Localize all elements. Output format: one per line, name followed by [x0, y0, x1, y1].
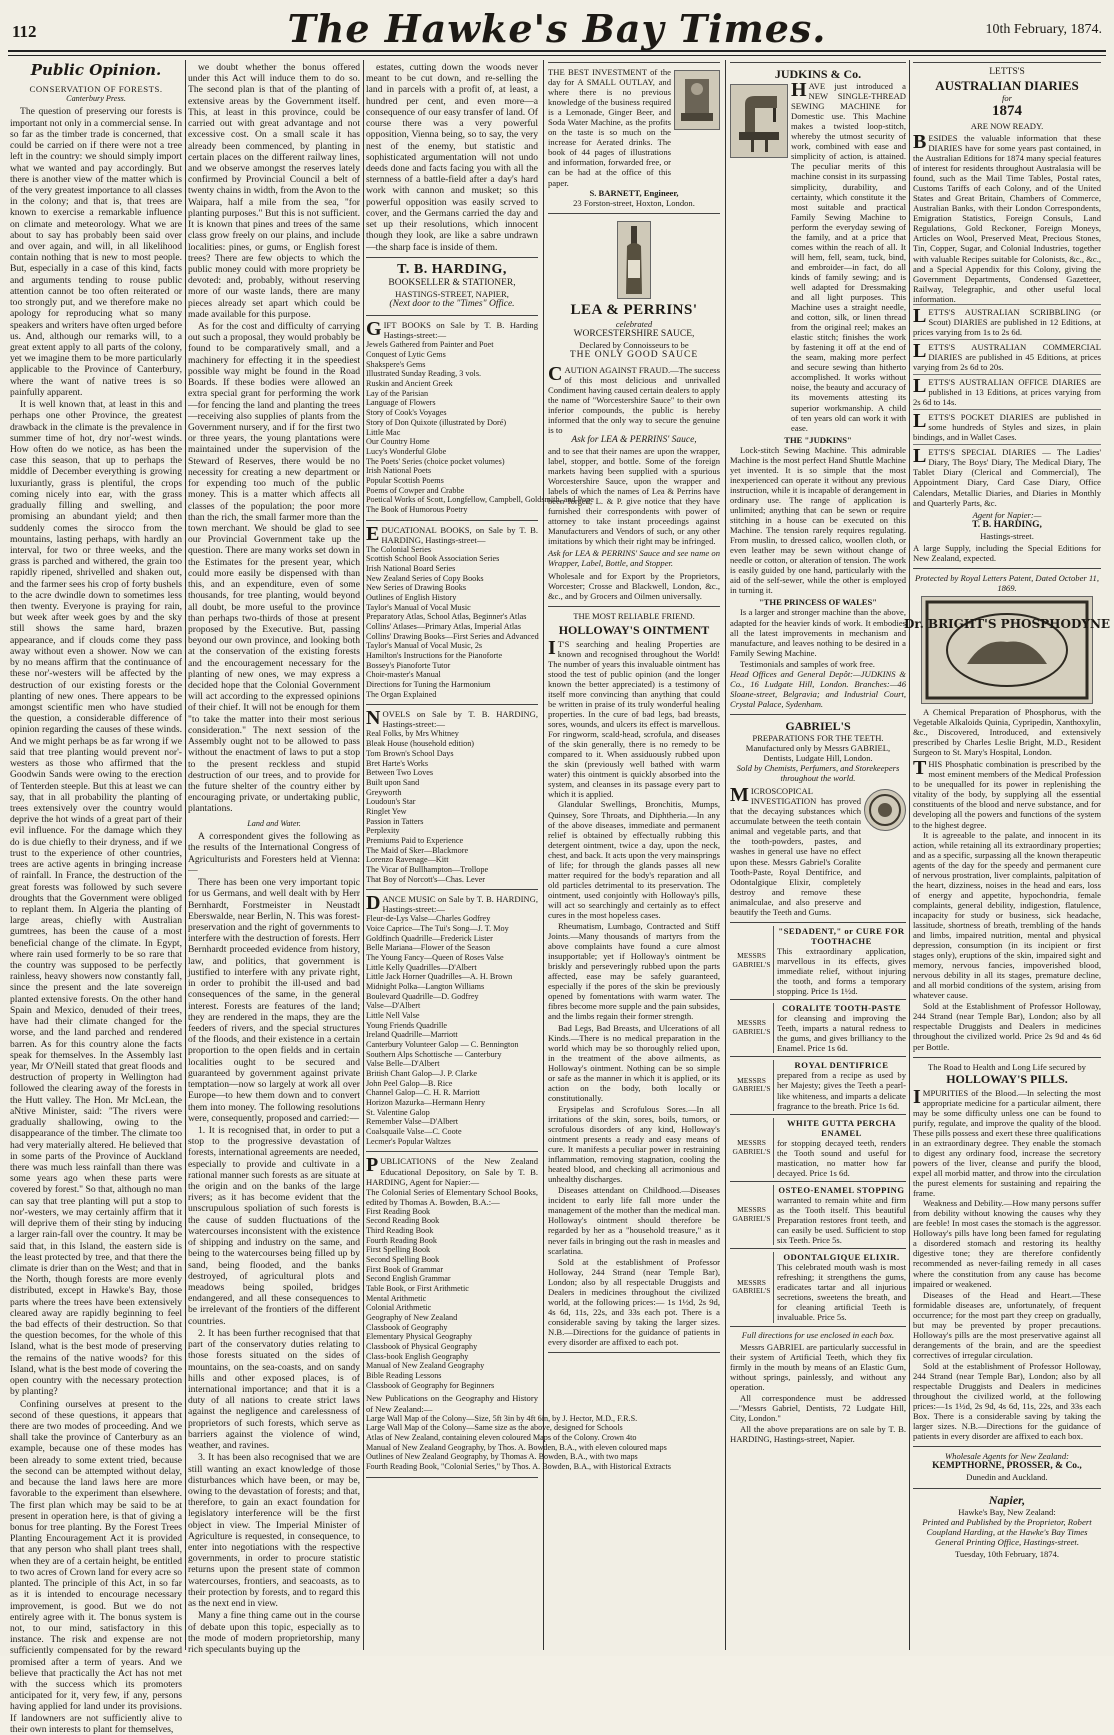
list-item: Irish National Poets [366, 466, 432, 476]
list-item: First Spelling Book [366, 1245, 431, 1255]
gabriel-seal [864, 789, 906, 831]
list-item: Jewels Gathered from Painter and Poet [366, 340, 494, 350]
column-4 [548, 62, 720, 1650]
column-1 [10, 61, 182, 1735]
new-publications-list [366, 1413, 671, 1472]
gabriel-product-body [777, 1060, 906, 1110]
list-item: Third Reading Book [366, 1226, 434, 1236]
dance-music-list [366, 914, 538, 1146]
list-item: St. Valentine Galop [366, 1107, 430, 1117]
list-item: Valse Belle—D'Albert [366, 1059, 440, 1069]
barnett-name: S. BARNETT, Engineer, [589, 187, 679, 198]
article-paragraph: estates, cutting down the woods never meant to be cut down, and re-selling the land in parcels with a profit of, at least, a hundred per cent, and even more—a consequence of our easy transfer of land. Of course there was a very powerful opposition, Vienna being, so to say, the very nest of the enemy, but statistic and sophisticated argumentation will not undo deeds done and facts facing you with all the sternness of a battle-field after a day's hard work with cannon and musket; so this powerful opposition was easily scrved to cover, and the Germans carried the day and set up their resolutions, which innocent though they look, are like a sabre undrawn—the sharp face is inside of them. [366, 62, 538, 253]
gabriel-product-body [777, 1252, 906, 1322]
lea-body: and to see that their names are upon the wrapper, label, stopper, and bottle. Some of the foreign markets having been supplied with a spurious Worcestershire Sauce, upon the wrapper and labels of which the names of Lea & Perrins have been forged, L. & P. give notice that they have furnished their correspondents with power of attorney to take instant proceedings against Manufacturers and Vendors of such, or any other imitations by which their right may be infringed. [548, 445, 720, 547]
list-item: Classbook of Geography [366, 1322, 448, 1332]
gabriel-product-label: MESSRS GABRIEL'S [730, 1185, 774, 1245]
list-item: Directions for Tuning the Harmonium [366, 680, 491, 690]
phosphodyne-body: THIS Phosphatic combination is prescribed by the most eminent members of the Medical Profession to be unequalled for its power in replenishing the vitality of the body, by supplying all the essential constituents of the blood and nerve substance, and for developing all the powers and functions of the system to the highest degree. [913, 757, 1101, 830]
issue-date: 10th February, 1874. [985, 22, 1102, 37]
list-item: Bossey's Pianoforte Tutor [366, 660, 451, 670]
list-item: John Peel Galop—B. Rice [366, 1078, 453, 1088]
pills-title: HOLLOWAY'S PILLS. [946, 1071, 1068, 1086]
letts-item: LETTS'S AUSTRALIAN SCRIBBLING (or Scout) DIARIES are published in 12 Editions, at prices varying from 1s to 2s 6d. [913, 304, 1101, 339]
column-rule [185, 60, 186, 1650]
article-paragraph: 3. It has been also recognised that we are still wanting an exact knowledge of those disturbances which have been, or may be, owing to the devastation of forests; and that, therefore, to gain an exact foundation for legislatory interference will be the first object in view. The Imperial Minister of Agriculture is requested, in consequence, to enter into negotiations with the respective governments, in order to procure statistic returns upon the present state of common watercourses, frontiers, and seacoasts, as to their protection by forests, and to regard this as the next end in view. [188, 1452, 360, 1610]
holloway-pills-ad [913, 1058, 1101, 1448]
list-item: Poems of Cowper and Crabbe [366, 485, 465, 495]
letts-item: LETTS'S AUSTRALIAN OFFICE DIARIES are published in 13 Editions, at prices varying from 2s 6d to 14s. [913, 374, 1101, 409]
article-paragraph: 1. It is recognised that, in order to put a stop to the progressive devastation of forests, international agreements are needed, especially to provide and cultivate in a rational manner such forests as are situate at the origin and on the banks of the large rivers; as it has become evident that the unscrupulous spoliation of such forests is the cause of sudden fluctuations of the watercourses inconsistent with the existence of shipping and industry on the same, and being to the watercourses being filled up by sand, being flooded, and the banks destroyed, of agricultural plots and meadows being spoiled, bridges endangered, and all these consequences to be irrelevant of the frontiers of the different countries. [188, 1124, 360, 1327]
article-paragraph: we doubt whether the bonus offered under this Act will induce them to do so. The second plan is that of the planting of extensive areas by the Government itself. This, at least in this province, could be carried out with great advantage and not excessive cost. On a small scale it has already been commenced, by planting in certain places on the different railway lines, and we observe amongst the reserves lately confirmed by Provincial Council a belt of twenty chains in width, from the Avon to the Waipara, half a mile from the sea, "for planting purposes." But this is not sufficient. It is known that pines and trees of the same class grow freely on our plains, and include localities: pines, or gums, or English forest trees? There are few objects to which the public money could with more propriety be devoted: and, probably, without reserving more of our waste lands, there are many pieces already set apart which could be made available for this purpose. [188, 62, 360, 320]
ointment-title: HOLLOWAY'S OINTMENT [558, 622, 710, 637]
phosphodyne-ad [903, 569, 1111, 1058]
column-6 [903, 62, 1111, 1650]
list-item: Horizon Mazurka—Hermann Henry [366, 1098, 486, 1108]
list-item: Channel Galop—C. H. R. Marriott [366, 1088, 480, 1098]
novels-intro: NOVELS on Sale by T. B. HARDING, Hastings-street:— [366, 707, 538, 730]
pills-head: Diseases of the Head and Heart.—These formidable diseases are, unfortunately, of frequent occurrence; for the most part they creep on gradually, but may be prevented by proper precautions. Holloway's pills are the most preservative against all derangements of the brain, and are the speediest correctives of irregular circulation. [913, 1289, 1101, 1360]
list-item: Lecmer's Popular Waltzes [366, 1136, 451, 1146]
new-publications-heading: New Publications on the Geography and History of New Zealand:— [366, 1393, 538, 1414]
letts-title: LETTS'S [989, 67, 1025, 77]
judkins-ad [730, 62, 906, 715]
ointment-bad-legs: Bad Legs, Bad Breasts, and Ulcerations of all Kinds.—There is no medical preparation in the world which may be so thoroughly relied upon, in the treatment of the above ailments, as Holloway's ointment. Nothing can be so simple or safe as the manner in which it is applied, or its action on the body, both locally or constitutionally. [548, 1022, 720, 1103]
phosphodyne-badge-text: Dr. BRIGHT'S PHOSPHODYNE [903, 616, 1111, 631]
publications-intro: PUBLICATIONS of the New Zealand Educational Depository, on Sale by T. B. HARDING, Agent for Napier:— [366, 1154, 538, 1187]
list-item: Ringlet Yew [366, 806, 407, 816]
list-item: Goldfinch Quadrille—Frederick Lister [366, 933, 493, 943]
article-heading: Land and Water. [247, 818, 301, 828]
list-item: Between Two Loves [366, 768, 434, 778]
gabriel-product [730, 1000, 906, 1057]
judkins-testimonials: Testimonials and samples of work free. [740, 658, 875, 669]
list-item: Shakspere's Gems [366, 359, 426, 369]
list-item: Fleur-de-Lys Valse—Charles Godfrey [366, 914, 491, 924]
list-item: Remember Valse—D'Albert [366, 1117, 459, 1127]
gift-books-ad [366, 316, 594, 520]
list-item: The Poets' Series (choice pocket volumes) [366, 456, 505, 466]
judkins-offices: Head Offices and General Depôt:—JUDKINS & Co., 16 Ludgate Hill, London. Branches:—46 Sloane-street, Belgravia; and Industrial Court, Crystal Palace, Sydenham. [730, 668, 906, 709]
list-item: Young Friends Quadrille [366, 1020, 448, 1030]
article-paragraph: There has been one very important topic for us Germans, and well dealt with by Herr Bernhardt, Forstmeister in Neustadt Eberswalde, near Berlin, N. This was forest-preservation and the right of governments to interfere with the destruction of forests. Herr Bernhardt proceeded evidence from history, law, and politics, that government is justified to interfere with any private right, in order to prohibit the ill-used and bad consequences of the same, in the general interest. Forests are features of the land; they are rendered in the maps, they are the feeders of rivers, and the special structures of the floods, and their existence in a certain proportion to the open fields and in certain localities ought to be secured and guaranteed by government against private temptation—now so largely at work all over Europe—to hew them down and to convert them into money. The following resolutions were, consequently, proposed and carried:— [188, 877, 360, 1124]
list-item: Poetical Works of Scott, Longfellow, Campbell, Goldsmith, and Pope [366, 495, 594, 505]
ointment-childhood: Diseases attendant on Childhood.—Diseases incident to early life fall more under the management of the mother than the medical man. Holloway's ointment should therefore be regarded by her as a "household treasure," as it never fails in bringing out the rash in measles and scarlatina. [548, 1185, 720, 1256]
gabriel-agent: All the above preparations are on sale by T. B. HARDING, Hastings-street, Napier. [730, 1423, 906, 1444]
list-item: The Colonial Series [366, 544, 432, 554]
gabriel-product-label: MESSRS GABRIEL'S [730, 1060, 774, 1110]
newspaper-title: The Hawke's Bay Times. [287, 6, 827, 51]
masthead [8, 4, 1106, 52]
list-item: Mental Arithmetic [366, 1293, 427, 1303]
imprint-text: Printed and Published by the Proprietor, Robert Coupland Harding, at the Hawke's Bay Times General Printing Office, Hastings-street. [922, 1516, 1092, 1548]
list-item: Manual of New Zealand Geography, by Thos. A. Bowden, B.A., with eleven coloured maps [366, 1442, 667, 1452]
page-number: 112 [12, 22, 37, 41]
pills-weakness: Weakness and Debility.—How many persons suffer from debility without knowing the causes why they are feeble! In most cases the stomach is the aggressor. Holloway's pills have long been famed for regulating a disordered stomach and restoring its healthy digestive tone; they are therefore confidently recommended as never-failing remedy in all cases where the constitution from any cause has become impaired or weakened. [913, 1198, 1101, 1289]
holloway-ointment-ad [548, 607, 720, 1353]
imprint-napier: Napier, [988, 1492, 1026, 1507]
publications-series: The Colonial Series of Elementary School Books, edited by Thomas A. Bowden, B.A.:— [366, 1186, 538, 1207]
list-item: Choir-master's Manual [366, 670, 441, 680]
list-item: First Reading Book [366, 1206, 431, 1216]
gift-books-intro: GIFT BOOKS on Sale by T. B. Harding Hastings-street:— [366, 318, 538, 341]
kempthorne-ad [913, 1447, 1101, 1488]
list-item: Greyworth [366, 787, 402, 797]
list-item: Passion in Tatters [366, 816, 424, 826]
gift-books-list [366, 340, 594, 514]
gabriel-product-body [777, 1003, 906, 1053]
article-paragraph: Many a fine thing came out in the course of debate upon this topic, especially as to the mode of modern proprietorship, many rich speculants buying up the [188, 1610, 360, 1655]
barnett-ad [548, 62, 720, 214]
barnett-text: THE BEST INVESTMENT of the day for A SMALL OUTLAY, and where there is no previous knowledge of the business required is a Lemonade, Ginger Beer, and Soda Water Machine, as the profits on the taste is so much on the increase for Aerated drinks. The book of 44 pages of illustrations and information, forwarded free, or can be had at the office of this paper. [548, 67, 671, 188]
list-item: Belle Mariana—Flower of the Season [366, 943, 491, 953]
phosphodyne-price: Sold at the Establishment of Professor Holloway, 244 Strand (near Temple Bar), London; also by all respectable Druggists and Dealers in medicines throughout the civilized world. Price 2s 9d and 4s 6d per Bottle. [913, 1001, 1101, 1052]
list-item: Tom Brown's School Days [366, 748, 454, 758]
gabriel-ad [730, 715, 906, 923]
letts-list [913, 304, 1101, 510]
gabriel-product-label: MESSRS GABRIEL'S [730, 1118, 774, 1178]
article-source: Canterbury Press. [66, 93, 126, 103]
ointment-rheumatism: Rheumatism, Lumbago, Contracted and Stiff Joints.—Many thousands of martyrs from the above complaints have found a cure almost insupportable; yet if Holloway's ointment be briskly and perseveringly rubbed upon the parts affected, ease may be safely guaranteed, especially if the pores of the skin be previously opened by fomentations with warm water. The fibres become more supple and the pain subsides, and the limbs regain their former strength. [548, 921, 720, 1022]
gabriel-product-text: warranted to remain white and firm as the Tooth itself. This beautiful Preparation restores front teeth, and can easily be used. Sufficient to stop six Teeth. Price 5s. [777, 1194, 906, 1246]
list-item: Little Jack Horner Quadrilles—A. H. Brown [366, 972, 513, 982]
lea-only: THE ONLY GOOD SAUCE [569, 350, 699, 361]
article-paragraph: 2. It has been further recognised that that part of the conservatory duties relating to those forests situated on the sides of mountains, on the sea-coasts, and on sandy hills and other exposed places, is of international importance; and that it is a duty of all nations to create strict laws against the negligence and carelessness of proprietors of such forests, which serve as barriers against the violence of wind, weather, and ravines. [188, 1327, 360, 1452]
harding-title: T. B. HARDING, [397, 261, 507, 277]
wholesale-agents: Wholesale Agents for New Zealand: [945, 1451, 1069, 1462]
barnett-address: 23 Forston-street, Hoxton, London. [573, 197, 695, 208]
gabriel-product [730, 1182, 906, 1249]
list-item: Preparatory Atlas, School Atlas, Beginner's Atlas [366, 612, 527, 622]
ointment-glandular: Glandular Swellings, Bronchitis, Mumps, Quinsey, Sore Throats, and Diphtheria.—In any of the above diseases, immediate and permanent relief is obtained by effectually rubbing this detergent ointment, twice a day, upon the neck, chest, and back. It acts upon the very mainsprings of life; for through the glands passes all new matter required for the body's reparation and all old particles detrimental to its preservation. The ointment, used conjointly with Holloway's pills, will act so searchingly and certainly as to effect cures in the most hopeless cases. [548, 799, 720, 920]
list-item: Second Spelling Book [366, 1255, 440, 1265]
article-paragraph: As for the cost and difficulty of carrying out such a proposal, they would probably be found to be comparatively small, and a machinery for effecting it in the speediest possible way might be found in the Road Boards. If these bodies were allowed an extra special grant for performing the work—for fencing the land and planting the trees—receiving also supplies of plants from the Government nursery, and if for the first two or three years, the young plantations were maintained under the supervision of the Steward of Reserves, there would be no necessity for creating a new department or for expending too much of the public money. This is a matter which affects all classes of the population; the poor more than the rich, the small farmer more than the town merchant. We should be glad to see our Provincial Government take up the question. There are many works set down in the Estimates for the present year, which could more easily be dispensed with than this, and an expenditure, even of some thousands, for tree planting, would beyond all doubt, be more useful to the province than perhaps two-thirds of those at present proposed by the Executive. But, passing beyond our own province, and looking both at the conservation of the existing forests and the encouragement necessary for the planting of new ones, we may express a decided hope that the Colonial Government will act according to the expressed opinions of their chief. It will not be enough for them "to take the matter into their most serious consideration." The next session of the Assembly ought not to be allowed to pass without the enactment of laws to put a stop to the present reckless and stupid destruction of our trees, and to provide for the future shelter of the country either by encouraging private, or undertaking public, plantations. [188, 321, 360, 815]
list-item: Elementary Physical Geography [366, 1332, 472, 1342]
list-item: The Vicar of Bullhampton—Trollope [366, 864, 489, 874]
letts-agent-label: Agent for Napier:— [972, 509, 1042, 520]
column-rule [543, 60, 544, 1650]
sewing-machine-illustration [730, 84, 788, 158]
judkins-body-2: Lock-stitch Sewing Machine. This admirable Machine is the most perfect Hand Shuttle Machine yet invented. It is so simple that the most inexperienced can operate it without any previous instruction, while it is incapable of derangement in ordinary use. The range of application is unlimited; anything that can be sewn or require stitching in a house can be executed on this Machine. The tension rarely requires regulating. From muslin, to dressed calico, woollen cloth, or even leather may be sewn without change of needle or cotton, or alteration of tension. The work is easily guided by one hand, particularly with the aid of the self-sewer, while the other is employed in turning it. [730, 444, 906, 596]
harding-trade: BOOKSELLER & STATIONER, [388, 278, 516, 289]
imprint-place: Hawke's Bay, New Zealand: [958, 1506, 1056, 1517]
list-item: Outlines of English History [366, 593, 457, 602]
list-item: Manual of New Zealand Geography [366, 1361, 485, 1371]
kempthorne-cities: Dunedin and Auckland. [966, 1472, 1048, 1483]
lea-perrins-ad [548, 214, 720, 607]
list-item: Midnight Polka—Langton Williams [366, 982, 485, 992]
list-item: Hamilton's Instructions for the Pianoforte [366, 651, 503, 661]
list-item: Large Wall Map of the Colony—Size, 5ft 3in by 4ft 6in, by J. Hector, M.D., F.R.S. [366, 1413, 638, 1423]
list-item: Valse—D'Albert [366, 1001, 421, 1011]
gabriel-product-label: MESSRS GABRIEL'S [730, 926, 774, 996]
gabriel-manufactured: Manufactured only by Messrs GABRIEL, Dentists, Ludgate Hill, London. [745, 743, 891, 764]
article-paragraph: A correspondent gives the following as the results of the International Congress of Agriculturists and Foresters held at Vienna:— [188, 831, 360, 876]
kempthorne-name: KEMPTHORNE, PROSSER, & Co., [932, 1461, 1082, 1472]
article-heading: CONSERVATION OF FORESTS. [29, 83, 163, 94]
gabriel-product-label: MESSRS GABRIEL'S [730, 1003, 774, 1053]
gabriel-product-name: "SEDADENT," or CURE FOR TOOTHACHE [778, 925, 905, 946]
harding-ad [366, 257, 538, 317]
article-paragraph: The question of preserving our forests is important not only in a commercial sense. In so far as the timber trade is concerned, that could be carried on if there were not a tree left in the country: we should simply import what we wanted and pay accordingly. But there is another view of the matter which is of the very greatest importance to all classes in the colony; and that is, that trees are known to exercise a remarkable influence on climate and meteorology. What we are about to say has probably been said over and over again, and will, in all likelihood contain nothing that is new to most people. But, especially in a case of this kind, facts and arguments tending to rouse public attention cannot be too often reiterated or too strongly put, and we therefore make no apology for reproducing what so many speakers and writers have often urged before us. And, although our remarks will, to a great extent apply to all parts of the colony, yet we imagine them to be more particularly applicable to the Province of Canterbury, where the want of native trees is so painfully apparent. [10, 106, 182, 398]
dance-music-ad [366, 890, 538, 1152]
masthead-rule [8, 55, 1106, 56]
lea-sauce: WORCESTERSHIRE SAUCE, [573, 329, 695, 340]
list-item: Coalsquaile Valse—C. Coote [366, 1127, 462, 1137]
gabriel-product-name: WHITE GUTTA PERCHA ENAMEL [786, 1117, 897, 1138]
list-item: Loudoun's Star [366, 797, 416, 807]
list-item: Geography of New Zealand [366, 1313, 458, 1323]
reliable-friend: THE MOST RELIABLE FRIEND. [573, 610, 695, 621]
list-item: The Book of Humorous Poetry [366, 504, 468, 514]
imprint-date: Tuesday, 10th February, 1874. [954, 1549, 1060, 1560]
pills-body: IMPURITIES of the Blood.—In selecting the most appropriate medicine for a particular ailment, there may be some difficulty unless one can be found to purify, regulate, and improve the quality of the blood. These pills possess and exert these three qualifications in an extraordinary degree. They enable the stomach to digest any ordinary food, increase the secretory powers of the liver, cleanse and purify the blood, expel all morbid matter, and throw into the circulation the purest elements for sustaining and repairing the frame. [913, 1085, 1101, 1199]
list-item: Classbook of Geography for Beginners [366, 1380, 495, 1390]
list-item: Perplexity [366, 826, 400, 836]
letts-supply: A large Supply, including the Special Editions for New Zealand, expected. [913, 542, 1101, 563]
list-item: The Maid of Sker—Blackmore [366, 845, 469, 855]
gabriel-correspondence: All correspondence must be addressed—"Messrs Gabriel, Dentists, 72 Ludgate Hill, City, London." [730, 1392, 906, 1423]
list-item: Built upon Sand [366, 777, 420, 787]
ointment-body: IT'S searching and healing Properties are known and recognised throughout the World! The number of years this invaluable ointment has stood the test of public opinion (and the longer known the better appreciated) is a testimony of itself more convincing than anything that could be written in praise of its truly wonderful healing properties. In the cure of bad legs, bad breasts, sores, wounds, and ulcers its effect is marvellous. For ringworm, scald-head, scrofula, and diseases of the skin generally, there is no remedy to be compared to it. When assiduously rubbed upon the skin (previously well bathed with warm water) this ointment is quickly absorbed into the system, and cleanses in its passage every part to which it is applied. [548, 636, 720, 800]
list-item: Bleak House (household edition) [366, 739, 475, 749]
gabriel-product-text: for cleansing and improving the Teeth, imparts a natural redness to the gums, and gives brilliancy to the Enamel. Price 1s 6d. [777, 1013, 906, 1054]
list-item: The Young Fancy—Queen of Roses Valse [366, 953, 504, 963]
educational-books-list [366, 545, 538, 700]
letts-agent-street: Hastings-street. [980, 530, 1034, 541]
sauce-bottle-illustration [617, 221, 651, 299]
list-item: Premiums Paid to Experience [366, 835, 464, 845]
microscopical-text: MICROSCOPICAL INVESTIGATION has proved that the decaying substances which accumulate between the teeth contain animal and vegetable parts, and that the tooth-powders, pastes, and washes in general use have no effect upon these. Messrs Gabriel's Coralite Tooth-Paste, Royal Dentifrice, and Odontalgique Elixir, completely destroy and remove these animalculae, and also preserve and beautify the Teeth and Gums. [730, 784, 861, 917]
letts-for: for [1001, 93, 1013, 104]
list-item: Canterbury Volunteer Galop — C. Bennington [366, 1040, 519, 1050]
list-item: Classbook of Physical Geography [366, 1342, 478, 1352]
article-paragraph: Confining ourselves at present to the second of these questions, it appears that there are two modes of proceeding. And we shall take the province of Canterbury as an example, because one of these modes has been already to some extent tried, because the second can be attempted without delay, and because the land laws here are more favorable to the experiment than elsewhere. The first plan which may be said to be at present in operation here, is that of giving a bonus for tree planting. By the Forest Trees Planting Encouragement Act it is provided that any person who shall plant trees shall, when they are of a certain height, be entitled to two acres of Crown land for every acre so planted. The principle of this Act, in so far as it is intended to encourage necessary improvement, is good. But we do not entirely agree with it. The bonus system is not, to our mind, satisfactory in this instance. The risk and expense are not sufficiently compensated for by the reward promised after a term of years. And we believe that practically the Act has not met with the success which its promoters anticipated for it, very few, if any, persons having applied for land under its provisions. If landowners are not sufficiently alive to their own interests to plant for themselves, [10, 1398, 182, 1735]
gabriel-product-text: prepared from a recipe as used by her Majesty; gives the Teeth a pearl-like whiteness, and imparts a delicate fragrance to the breath. Price 1s 6d. [777, 1070, 906, 1111]
list-item: Lorenzo Ravenage—Kitt [366, 855, 449, 865]
princess-body: Is a larger and stronger machine than the above, adapted for the heavier kinds of work. It embodies all the latest improvements in mechanism and manufacture, and leaves nothing to be desired in a Family Sewing Machine. [730, 607, 906, 658]
pills-sold: Sold at the establishment of Professor Holloway, 244 Strand (near Temple Bar), London; also by all respectable Druggists and Dealers in medicines throughout the civilized world, at the following prices:—1s 1½d, 2s 9d, 4s 6d, 11s, 22s, and 33s each Box. There is a considerable saving by taking the larger sizes. N.B.—Directions for the guidance of patients in every disorder are affixed to each box. [913, 1360, 1101, 1442]
gabriel-product [730, 923, 906, 1000]
column-rule [725, 60, 726, 1650]
gabriel-product-text: This celebrated mouth wash is most refreshing; it strengthens the gums, eradicates tartar and all injurious secretions, sweetens the breath, and for cleaning artificial Teeth is invaluable. Price 5s. [777, 1262, 906, 1323]
letts-agent: T. B. HARDING, [972, 519, 1042, 530]
letts-ready: ARE NOW READY. [970, 120, 1044, 131]
list-item: Large Wall Map of the Colony—Same size as the above, designed for Schools [366, 1423, 623, 1433]
gabriel-product [730, 1057, 906, 1114]
educational-books-ad [366, 521, 538, 706]
list-item: Second Reading Book [366, 1216, 440, 1226]
imprint [913, 1489, 1101, 1560]
list-item: Class-book English Geography [366, 1351, 469, 1361]
lea-ask-2: Ask for LEA & PERRINS' Sauce and see name on Wrapper, Label, Bottle, and Stopper. [548, 548, 720, 569]
judkins-subtitle: THE "JUDKINS" [784, 434, 852, 445]
gabriel-product-name: CORALITE TOOTH-PASTE [781, 1003, 902, 1014]
list-item: New Zealand Series of Copy Books [366, 573, 484, 583]
list-item: Bret Harte's Works [366, 758, 429, 768]
list-item: Story of Cook's Voyages [366, 408, 447, 418]
gabriel-product-name: ODONTALGIQUE ELIXIR. [783, 1252, 900, 1263]
harding-street: HASTINGS-STREET, NAPIER, [395, 289, 509, 300]
gabriel-product-body [777, 926, 906, 996]
column-rule [909, 60, 910, 1650]
list-item: Story of Don Quixote (illustrated by Doré) [366, 417, 507, 427]
gabriel-artificial-teeth: Messrs GABRIEL are particularly successful in their system of Artificial Teeth, which they fix firmly in the mouth by means of an Elastic Gum, without springs, painlessly, and without any operation. [730, 1341, 906, 1392]
list-item: First Book of Grammar [366, 1264, 444, 1274]
phosphodyne-patent: Protected by Royal Letters Patent, Dated October 11, 1869. [914, 572, 1099, 593]
educational-books-intro: EDUCATIONAL BOOKS, on Sale by T. B. HARDING, Hastings-street— [366, 522, 538, 545]
lea-ask: Ask for LEA & PERRINS' Sauce, [571, 434, 697, 445]
publications-list [366, 1207, 538, 1391]
list-item: Table Book, or First Arithmetic [366, 1284, 469, 1294]
phosphodyne-lead: A Chemical Preparation of Phosphorus, with the Vegetable Alkaloids Quinia, Cypripedin, Xanthoxylin, &c., Discovered, Introduced, and extensively prescribed by Charles Leslie Bright, M.D., Resident Surgeon to St. Mary's Hospital, London. [913, 706, 1101, 758]
lea-celebrated: celebrated [615, 319, 653, 330]
gabriel-product-name: ROYAL DENTIFRICE [794, 1060, 889, 1071]
dance-music-intro: DANCE MUSIC on Sale by T. B. HARDING, Hastings-street:— [366, 892, 538, 915]
gabriel-products [730, 923, 906, 1327]
lea-caution: CAUTION AGAINST FRAUD.—The success of this most delicious and unrivalled Condiment having caused certain dealers to apply the name of "Worcestershire Sauce" to their own inferior compounds, the public is hereby informed that the only way to secure the genuine is to [548, 362, 720, 435]
judkins-title: JUDKINS & Co. [774, 67, 862, 81]
gabriel-product-body [777, 1185, 906, 1245]
list-item: Boulevard Quadrille—D. Godfrey [366, 991, 479, 1001]
gabriel-product-text: This extraordinary application, marvellous in its effects, gives immediate relief, without injuring the tooth, and forms a temporary stopping. Price 1s 1½d. [777, 945, 906, 997]
list-item: British Chant Galop—J. P. Clarke [366, 1069, 477, 1079]
list-item: Conquest of Lytic Gems [366, 350, 446, 360]
judkins-body: HAVE just introduced a NEW SINGLE-THREAD SEWING MACHINE for Domestic use. This Machine makes a twisted loop-stitch, whereby the utmost security of work, combined with ease and simplicity of action, is attained. The peculiar merits of this machine consist in its surpassing simplicity, durability, and certainty, which constitute it the most suitable and practical Family Sewing Machine to perform the everyday sewing of the family, and at a price that comes within the reach of all. It will hem, fell, seam, tuck, bind, and embroider—in fact, do all kinds of family sewing; and is well adapted for Dressmaking and all light purposes. This Machine uses a straight needle, and cotton, silk, or linen thread from the original reel; makes an elastic stitch; finishes the work by fastening it off at the end of the seam, making more perfect and secure sewing than hitherto accomplished. It works without noise, the beauty and accuracy of its movements attesting its superior workmanship. A child of ten years old can work it with ease. [791, 79, 906, 433]
gabriel-subtitle: PREPARATIONS FOR THE TEETH. [752, 732, 884, 743]
list-item: Taylor's Manual of Vocal Music [366, 602, 471, 612]
list-item: Little Mac [366, 427, 401, 437]
column-2 [188, 62, 360, 1655]
letts-item: LETTS'S AUSTRALIAN COMMERCIAL DIARIES are published in 45 Editions, at prices varying from 2s 6d to 20s. [913, 339, 1101, 374]
list-item: Taylor's Manual of Vocal Music, 2s [366, 641, 483, 651]
ointment-sold: Sold at the establishment of Professor Holloway, 244 Strand (near Temple Bar), London; also by all respectable Druggists and Dealers in medicines throughout the civilized world, at the following prices:— 1s 1½d, 2s 9d, 4s 6d, 11s, 22s, and 33s each pot. There is a considerable saving by taking the larger sizes. N.B.—Directions for the guidance of patients in every disorder are affixed to each pot. [548, 1256, 720, 1347]
list-item: Bible Reading Lessons [366, 1371, 442, 1381]
princess-title: "THE PRINCESS OF WALES" [758, 597, 878, 608]
list-item: Scottish School Book Association Series [366, 554, 500, 564]
list-item: Lay of the Parisian [366, 388, 429, 398]
letts-body: BESIDES the valuable information that these DIARIES have for some years past contained, in the Australian Editions for 1874 many special features of interest for residents throughout Australasia will be found, such as the Mail Time Tables, Postal rates, Customs Tariffs of each Colony, and of the United States and Great Britain, Chambers of Commerce, Australian Banks, with their London Correspondents, Emigration Statistics, Foreign Consuls, Land Regulations, Gold Reckoner, Foreign Moneys, Articles on Wool, Preserved Meat, Precious Stones, Tin, Copper, Sugar, and Colonial Industries, together with valuable Recipes suitable for Colonists, &c., &c., and a Special Appendix for this Colony, giving the Government Departments, Condensed Gazetteer, Railway, Telegraphic, and other useful local information. [913, 130, 1101, 304]
section-title: Public Opinion. [30, 61, 162, 79]
list-item: Fourth Reading Book [366, 1235, 437, 1245]
list-item: The Organ Explained [366, 689, 437, 699]
list-item: Little Nell Valse [366, 1011, 420, 1021]
ointment-erysipelas: Erysipelas and Scrofulous Sores.—In all irritations of the skin, sores, boils, tumors, or scrofulous disorders of any kind, Holloway's ointment presents a ready and easy means of cure. It manifests a peculiar power in restraining inflammation, removing stagnation, cooling the heated blood, and checking all acrimonious and unhealthy discharges. [548, 1103, 720, 1185]
gabriel-product [730, 1115, 906, 1182]
list-item: Atlas of New Zealand, containing eleven coloured Maps of the Colony. Crown 4to [366, 1432, 637, 1442]
phosphodyne-body-2: It is agreeable to the palate, and innocent in its action, while retaining all its extraordinary properties; and as a specific, surpassing all the known therapeutic agents of the day for the speedy and permanent cure of nervous prostration, liver complaints, palpitation of the heart, dizziness, noises in the head and ears, loss of energy and appetite, hypochondria, female complaints, general debility, indigestion, flatulence, incapacity for study or business, sick headache, lassitude, shortness of breath, trembling of the hands and limbs, impaired nutrition, mental and physical depression, consumption (in its incipient or first stages only), eruptions of the skin, impaired sight and memory, nervous fancies, impoverished blood, nervous debility in all its stages, premature decline, and all morbid conditions of the system, arising from whatever cause. [913, 829, 1101, 1001]
list-item: Ruskin and Ancient Greek [366, 379, 453, 389]
list-item: Outlines of New Zealand Geography, by Thomas A. Bowden, B.A., with two maps [366, 1452, 638, 1462]
list-item: Language of Flowers [366, 398, 436, 408]
column-5 [730, 62, 906, 1650]
list-item: New Series of Drawing Books [366, 583, 467, 593]
gabriel-product [730, 1249, 906, 1326]
list-item: Irish National Board Series [366, 563, 456, 573]
column-rule [363, 60, 364, 1650]
gabriel-title: GABRIEL'S [785, 718, 851, 733]
letts-item: LETTS'S POCKET DIARIES are published in some hundreds of Styles and sizes, in plain bindings, and in Wallet Cases. [913, 409, 1101, 444]
novels-list [366, 729, 538, 884]
list-item: Southern Alps Schottische — Canterbury [366, 1049, 502, 1059]
list-item: That Boy of Norcott's—Chas. Lever [366, 874, 486, 884]
soda-machine-illustration [674, 70, 720, 130]
lea-title: LEA & PERRINS' [570, 301, 698, 318]
letts-item: LETTS'S SPECIAL DIARIES — The Ladies' Diary, The Boys' Diary, The Medical Diary, The Tablet Diary (Clerical and Commercial), The Appointment Diary, Card Case Diary, Office Calendars, Metallic Diaries, and Diaries in Monthly and Quarterly Parts, &c. [913, 444, 1101, 509]
gabriel-sold: Sold by Chemists, Perfumers, and Storekeepers throughout the world. [736, 763, 900, 784]
list-item: Second English Grammar [366, 1274, 451, 1284]
list-item: Colonial Arithmetic [366, 1303, 432, 1313]
harding-note: (Next door to the "Times" Office. [389, 299, 515, 310]
list-item: Voice Caprice—The Tui's Song—J. T. Moy [366, 924, 509, 933]
list-item: Illustrated Sunday Reading, 3 vols. [366, 369, 482, 379]
list-item: Little Kelly Quadrilles—D'Albert [366, 962, 477, 972]
letts-subtitle: AUSTRALIAN DIARIES [935, 78, 1079, 94]
list-item: Popular Scottish Poems [366, 475, 444, 485]
gabriel-product-body [777, 1118, 906, 1178]
gabriel-directions: Full directions for use enclosed in each box. [741, 1329, 895, 1340]
list-item: Real Folks, by Mrs Whitney [366, 729, 459, 739]
road-to-health: The Road to Health and Long Life secured by [928, 1061, 1086, 1072]
gabriel-product-name: OSTEO-ENAMEL STOPPING [778, 1184, 905, 1195]
letts-ad [913, 62, 1101, 569]
novels-ad [366, 705, 538, 890]
lea-declared: Declared by Connoisseurs to be [579, 340, 689, 351]
gabriel-product-label: MESSRS GABRIEL'S [730, 1252, 774, 1322]
letts-year: 1874 [992, 103, 1022, 120]
list-item: Collins' Drawing Books—First Series and Advanced [366, 631, 539, 641]
article-paragraph: It is well known that, at least in this and perhaps one other Province, the greatest drawback in the climate is the prevalence in summer time of hot, dry nor'-west winds. How often do we notice, as has been the case this season, that up to perhaps the middle of December everything is growing luxuriantly, grass is plentiful, the crops coming nicely into ear, with the grass gradually filling and swelling, and promising an abundant yield; and then suddenly comes the sirocco from the mountains, lasting perhaps, with hardly an interval, for two or three weeks, and the grass is parched and withered, the grain too rapidly ripened, shrivelled and shaken out, and the farmer sees his crop of forty bushels to the acre dwindle down to sometimes less then twenty. Everyone is praying for rain, but week after week goes by and the sky still shows the same hard, brazen appearance, and if clouds come they pass away without even a shower. Now we can by no means affirm that the continuance of these nor'-westers will be affected by the destruction of our existing forests or the planting of new ones. There appears to be amongst scientific men who have studied the question, a considerable difference of opinion regarding the causes of these winds. And we might perhaps be as far wrong if we said that tree planting would prevent nor'-westers as those who affirmed that the Goodwin Sands were owing to the erection of Tenterden steeple. But this at least we can say, that in all probability the planting of trees extensively over the country would deprive the hot winds of a great part of their evil influence. For the damage which they do is due chiefly to their dryness, and if we trust to the experience of other countries, trees are active agents in bringing increase of rainfall. In France, the destruction of the great forests was followed by such severe droughts that the Government were obliged to replant them. In Algeria the planting of large areas, chiefly with Australian gumtrees, has been the cause of a most beneficial change of the climate. In Egypt, where rain used formerly to be so rare that the country was supposed to be perfectly rainless, heavy showers now constantly fall, since the present and the late sovereign planted extensive forests. On the other hand Spain and Mexico, denuded of their trees, have had their climate changed for the worse, and the land parched and rendered barren. As for this country alone the facts speak for themselves. In the Assembly last year, Mr O'Neill stated that great floods and destruction of property in Wellington had followed the clearing away of the forests in the Hutt valley. The Hon. Mr McLean, the aNtive Minister, said: "The rivers were gradually shallowing, owing to the disappearance of the timber. The climate too had very materially altered. He believed that in some parts of the Province of Auckland there was much less rainfall than there was some years ago when these parts were covered by forest." So that, although no man can say that tree planting will put a stop to nor'-westers, we may certainly affirm that it will deprive them of their sting by inducing a larger rain-fall over the country. It may be said that, in this Island, the eastern side is the least protected by tree, and that there the climate is drier than on the West; and that in the North, though forests are more evenly distributed, except in Hawke's Bay, those parts where the trees have been extensively cleared away are rapidly beginning to feel the bad effects of their destruction. So that the question becomes, for the whole of this Island, what is the best mode of preserving the remains of the native woods? for this Island, what is the best mode of covering the open country with the necessary protection by planting? [10, 399, 182, 1398]
phosphodyne-badge [903, 596, 1111, 704]
list-item: Ireland Quadrille—Marriott [366, 1030, 458, 1040]
list-item: Fourth Reading Book, "Colonial Series," by Thos. A. Bowden, B.A., with Historical Extracts [366, 1461, 671, 1471]
list-item: Collins' Atlases—Primary Atlas, Imperial Atlas [366, 622, 521, 632]
list-item: Our Country Home [366, 437, 430, 447]
list-item: Lucy's Wonderful Globe [366, 446, 447, 456]
gabriel-product-text: for stopping decayed teeth, renders the Tooth sound and useful for mastication, no matter how far decayed. Price 1s 6d. [777, 1137, 906, 1178]
lea-wholesale: Wholesale and for Export by the Proprietors, Worcester; Crosse and Blackwell, London, &c., &c., and by Grocers and Oilmen universally. [548, 570, 720, 601]
